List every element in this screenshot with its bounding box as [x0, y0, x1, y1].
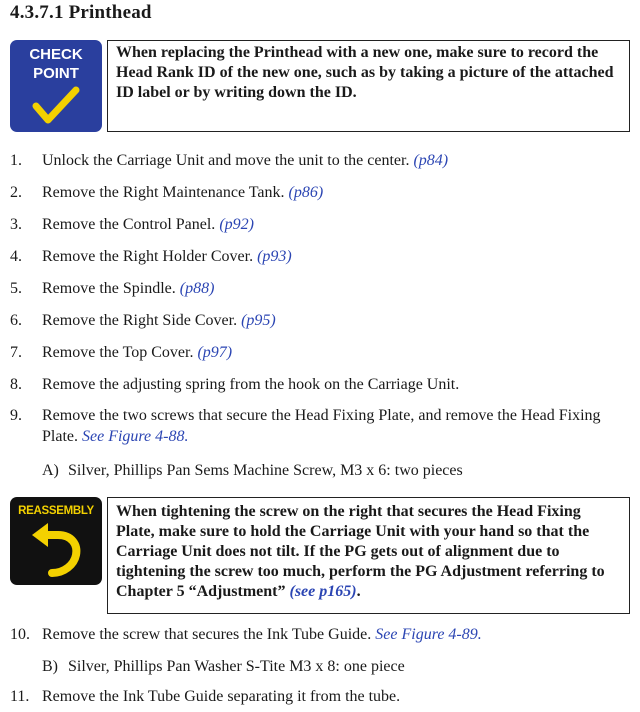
- subitem-label: A): [42, 462, 59, 479]
- step-text: Remove the adjusting spring from the hook on the Carriage Unit.: [42, 376, 460, 393]
- return-arrow-icon: [28, 521, 86, 579]
- reassembly-badge-label: REASSEMBLY: [18, 505, 94, 517]
- step-text: Unlock the Carriage Unit and move the unit to the center.: [42, 152, 410, 169]
- step-text: Remove the screw that secures the Ink Tube Guide.: [42, 626, 372, 643]
- subitem-b: [42, 656, 405, 677]
- page-link[interactable]: (p84): [413, 152, 449, 169]
- step-3: [10, 214, 630, 235]
- step-number: 6.: [10, 312, 22, 329]
- figure-link[interactable]: See Figure 4-89.: [375, 626, 482, 643]
- step-11: [10, 686, 630, 707]
- step-6: [10, 310, 630, 331]
- figure-link[interactable]: See Figure 4-88.: [82, 428, 189, 445]
- page-link[interactable]: (p97): [197, 344, 233, 361]
- checkpoint-badge-line1: CHECK: [29, 46, 83, 63]
- step-number: 11.: [10, 688, 30, 705]
- step-4: [10, 246, 630, 267]
- reassembly-body: When tightening the screw on the right that secures the Head Fixing Plate, make sure to hold the Carriage Unit with your hand so that the Carriage Unit does not tilt. If the PG gets out of alignment due to tightening the screw too much, perform the PG Adjustment referring to Chapter 5 “Adjustment”: [116, 503, 605, 600]
- page-link[interactable]: (see p165): [289, 583, 357, 600]
- step-number: 2.: [10, 184, 22, 201]
- step-8: [10, 374, 630, 395]
- checkmark-icon: [32, 86, 80, 126]
- step-9: [10, 405, 610, 447]
- checkpoint-note: [10, 40, 630, 132]
- step-text: Remove the two screws that secure the Head Fixing Plate, and remove the Head Fixing Plate.: [42, 407, 601, 445]
- reassembly-text: [107, 497, 630, 614]
- step-text: Remove the Top Cover.: [42, 344, 194, 361]
- step-10: [10, 624, 630, 645]
- subitem-text: Silver, Phillips Pan Washer S-Tite M3 x 8: one piece: [68, 658, 405, 675]
- reassembly-end: .: [356, 583, 361, 600]
- step-text: Remove the Right Holder Cover.: [42, 248, 254, 265]
- step-text: Remove the Right Maintenance Tank.: [42, 184, 285, 201]
- step-number: 5.: [10, 280, 22, 297]
- subitem-label: B): [42, 658, 58, 675]
- step-5: [10, 278, 630, 299]
- checkpoint-text: When replacing the Printhead with a new one, make sure to record the Head Rank ID of the new one, such as by taking a picture of the attached ID label or by writing down the ID.: [107, 40, 630, 132]
- reassembly-note: [10, 497, 630, 614]
- page-link[interactable]: (p86): [288, 184, 324, 201]
- checkpoint-badge: [10, 40, 102, 132]
- section-heading: 4.3.7.1 Printhead: [10, 2, 152, 23]
- step-number: 8.: [10, 376, 22, 393]
- page-link[interactable]: (p88): [179, 280, 215, 297]
- subitem-a: [42, 460, 463, 481]
- step-7: [10, 342, 630, 363]
- step-1: [10, 150, 630, 171]
- step-text: Remove the Right Side Cover.: [42, 312, 238, 329]
- step-2: [10, 182, 630, 203]
- subitem-text: Silver, Phillips Pan Sems Machine Screw, M3 x 6: two pieces: [68, 462, 463, 479]
- step-number: 10.: [10, 626, 30, 643]
- step-text: Remove the Spindle.: [42, 280, 176, 297]
- page-link[interactable]: (p92): [219, 216, 254, 233]
- page-link[interactable]: (p95): [241, 312, 276, 329]
- step-number: 3.: [10, 216, 22, 233]
- step-text: Remove the Control Panel.: [42, 216, 216, 233]
- step-number: 7.: [10, 344, 22, 361]
- step-number: 1.: [10, 152, 22, 169]
- page-link[interactable]: (p93): [257, 248, 292, 265]
- step-number: 9.: [10, 407, 22, 424]
- reassembly-badge: [10, 497, 102, 585]
- checkpoint-badge-line2: POINT: [33, 65, 79, 82]
- step-number: 4.: [10, 248, 22, 265]
- step-text: Remove the Ink Tube Guide separating it from the tube.: [42, 688, 401, 705]
